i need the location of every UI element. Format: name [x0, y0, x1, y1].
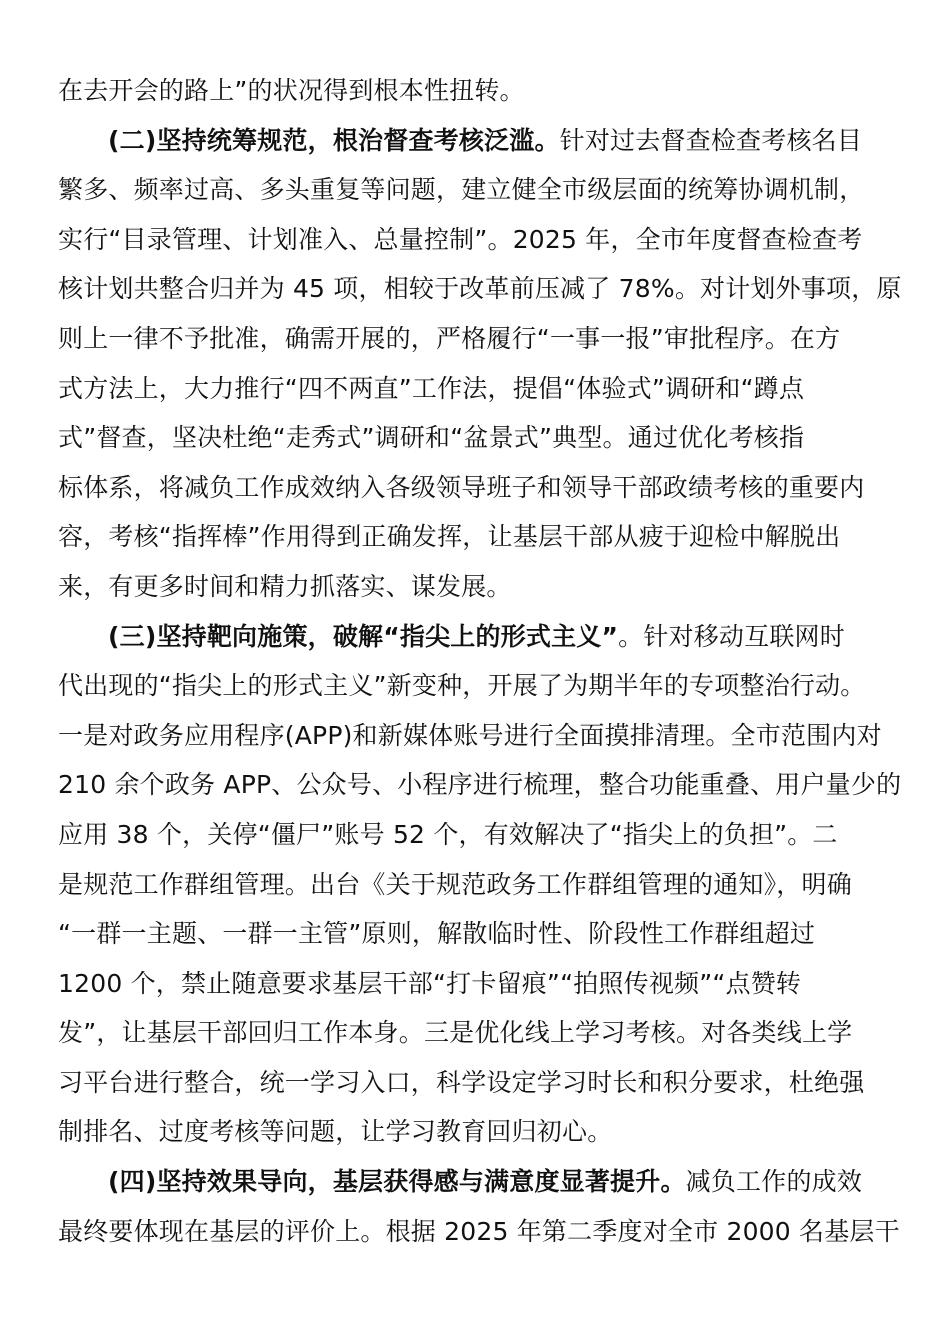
paragraph-text: 减负工作的成效: [685, 1167, 863, 1197]
section-heading-line: [58, 1157, 892, 1207]
text-line: 应用 38 个，关停“僵尸”账号 52 个，有效解决了“指尖上的负担”。二: [58, 819, 838, 849]
text-line: 是规范工作群组管理。出台《关于规范政务工作群组管理的通知》，明确: [58, 869, 852, 899]
text-line: 容，考核“指挥棒”作用得到正确发挥，让基层干部从疲于迎检中解脱出: [58, 522, 841, 552]
section-heading-3: (三)坚持靶向施策，破解“指尖上的形式主义”: [108, 621, 619, 651]
paragraph-text: 针对过去督查检查考核名目: [559, 125, 863, 155]
text-line: 式”督查，坚决杜绝“走秀式”调研和“盆景式”典型。通过优化考核指: [58, 423, 805, 453]
text-line: 在去开会的路上”的状况得到根本性扭转。: [58, 76, 525, 105]
section-heading-line: [58, 612, 892, 662]
text-line: 一是对政务应用程序(APP)和新媒体账号进行全面摸排清理。全市范围内对: [58, 720, 882, 750]
section-heading-line: [58, 116, 892, 166]
text-line: 来，有更多时间和精力抓落实、谋发展。: [58, 571, 512, 601]
text-line: 最终要体现在基层的评价上。根据 2025 年第二季度对全市 2000 名基层干: [58, 1216, 900, 1246]
text-line: 1200 个，禁止随意要求基层干部“打卡留痕”“拍照传视频”“点赞转: [58, 968, 802, 998]
text-line: 标体系，将减负工作成效纳入各级领导班子和领导干部政绩考核的重要内: [58, 472, 865, 502]
paragraph-text: 。针对移动互联网时: [618, 621, 845, 651]
text-line: 210 余个政务 APP、公众号、小程序进行梳理，整合功能重叠、用户量少的: [58, 770, 902, 800]
text-line: 实行“目录管理、计划准入、总量控制”。2025 年，全市年度督查检查考: [58, 224, 863, 254]
text-line: 繁多、频率过高、多头重复等问题，建立健全市级层面的统筹协调机制，: [58, 175, 865, 205]
document-page: [58, 66, 902, 1256]
text-line: 则上一律不予批准，确需开展的，严格履行“一事一报”审批程序。在方: [58, 323, 841, 353]
section-heading-2: (二)坚持统筹规范，根治督查考核泛滥。: [108, 125, 560, 155]
text-line: 核计划共整合归并为 45 项，相较于改革前压减了 78%。对计划外事项，原: [58, 274, 902, 304]
text-line: 习平台进行整合，统一学习入口，科学设定学习时长和积分要求，杜绝强: [58, 1067, 865, 1097]
text-line: 式方法上，大力推行“四不两直”工作法，提倡“体验式”调研和“蹲点: [58, 373, 805, 403]
text-line: 制排名、过度考核等问题，让学习教育回归初心。: [58, 1117, 613, 1147]
text-line: “一群一主题、一群一主管”原则，解散临时性、阶段性工作群组超过: [58, 919, 816, 949]
text-line: 发”，让基层干部回归工作本身。三是优化线上学习考核。对各类线上学: [58, 1018, 853, 1048]
text-line: 代出现的“指尖上的形式主义”新变种，开展了为期半年的专项整治行动。: [58, 671, 866, 701]
section-heading-4: (四)坚持效果导向，基层获得感与满意度显著提升。: [108, 1167, 686, 1197]
